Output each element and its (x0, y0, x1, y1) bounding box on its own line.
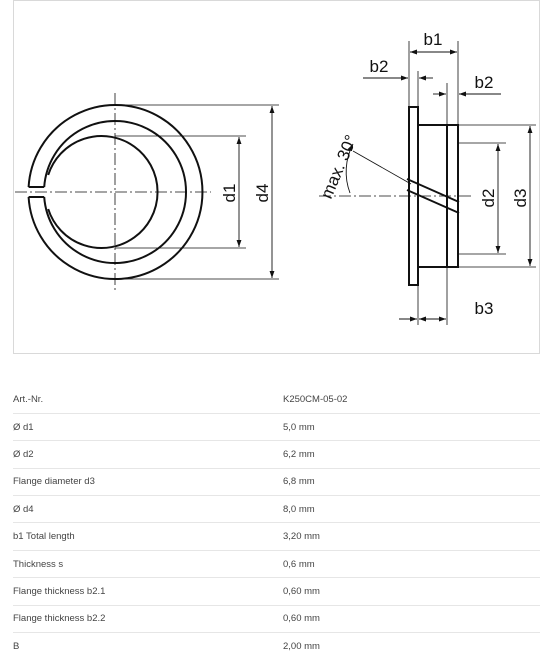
spec-label: Ø d4 (13, 503, 34, 515)
slit-slant-upper (407, 179, 459, 202)
spec-row-b2-1 (13, 578, 540, 605)
slit-slant-lower (407, 190, 459, 213)
spec-label: Flange diameter d3 (13, 476, 95, 488)
d1-label: d1 (220, 183, 239, 203)
spec-row-b1 (13, 523, 540, 550)
spec-label: Ø d1 (13, 421, 34, 433)
spec-value: 6,8 mm (283, 476, 315, 488)
technical-drawing (13, 0, 540, 354)
side-view (319, 41, 536, 325)
spec-label: Flange thickness b2.1 (13, 585, 106, 597)
spec-label: B (13, 640, 20, 652)
spec-row-d4 (13, 496, 540, 523)
spec-label: Flange thickness b2.2 (13, 613, 106, 625)
spec-value: 6,2 mm (283, 448, 315, 460)
spec-row-b2-2 (13, 605, 540, 632)
spec-row-art-nr (13, 386, 540, 413)
front-view (15, 93, 279, 291)
angle-leader (353, 151, 411, 184)
d2-label: d2 (479, 188, 498, 208)
b1-label: b1 (423, 30, 443, 49)
b3-label: b3 (474, 299, 494, 318)
spec-value: 0,60 mm (283, 613, 320, 625)
spec-value: 5,0 mm (283, 421, 315, 433)
spec-row-d1 (13, 413, 540, 440)
b2-right-label: b2 (474, 73, 494, 92)
d3-label: d3 (511, 188, 530, 208)
spec-row-d3 (13, 468, 540, 495)
spec-row-b (13, 633, 540, 660)
spec-label: Art.-Nr. (13, 393, 44, 405)
b2-left-label: b2 (369, 57, 389, 76)
spec-label: Ø d2 (13, 448, 34, 460)
spec-value: 3,20 mm (283, 531, 320, 543)
spec-label: Thickness s (13, 558, 64, 570)
spec-value: 0,6 mm (283, 558, 315, 570)
spec-row-d2 (13, 441, 540, 468)
spec-value: 0,60 mm (283, 585, 320, 597)
drawing-svg (14, 1, 540, 354)
spec-table (13, 386, 540, 660)
d4-label: d4 (253, 183, 272, 203)
spec-label: b1 Total length (13, 531, 75, 543)
spec-value: 8,0 mm (283, 503, 315, 515)
spec-value: K250CM-05-02 (283, 393, 348, 405)
angle-label: max. 30° (317, 132, 361, 202)
spec-value: 2,00 mm (283, 640, 320, 652)
spec-row-thickness (13, 550, 540, 577)
